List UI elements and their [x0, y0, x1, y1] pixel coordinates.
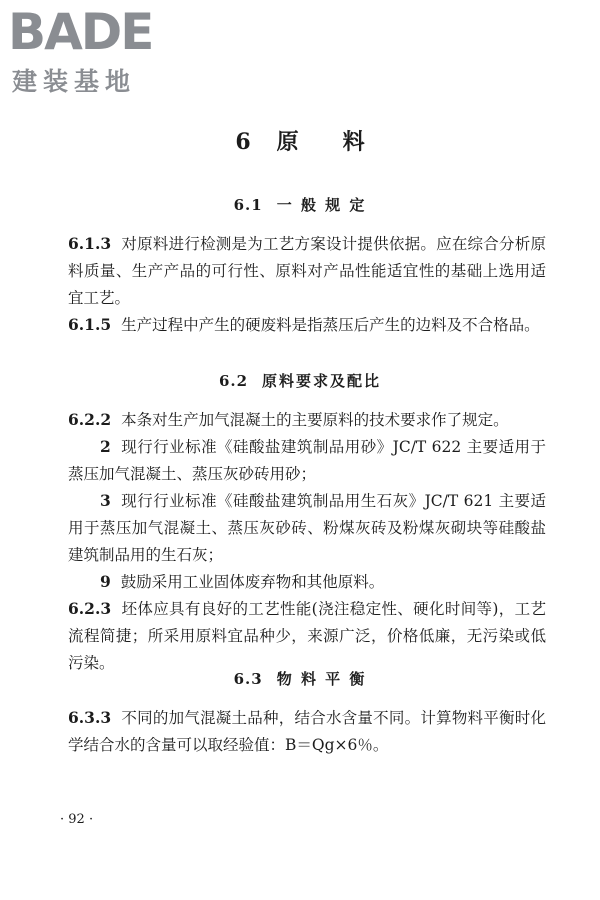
- section-title-6-3: [0, 668, 600, 689]
- clause-6-2-2-item-2: [68, 433, 546, 488]
- item-text: 鼓励采用工业固体废弃物和其他原料。: [120, 573, 385, 591]
- clause-label: 6.2.2: [68, 410, 112, 429]
- section-number: 6.3: [233, 670, 263, 688]
- clause-label: 6.1.5: [68, 315, 112, 334]
- item-text: 现行行业标准《硅酸盐建筑制品用砂》JC/T 622 主要适用于蒸压加气混凝土、蒸压灰砂砖用砂；: [68, 438, 546, 483]
- clause-6-2-2-item-3: [68, 487, 546, 569]
- logo-wordmark: BADE: [8, 3, 153, 61]
- clause-text: 坯体应具有良好的工艺性能(浇注稳定性、硬化时间等)，工艺流程简捷；所采用原料宜品种少，来源广泛，价格低廉，无污染或低污染。: [68, 600, 546, 672]
- item-label: 3: [100, 491, 111, 510]
- section-title-6-1: [0, 194, 600, 215]
- clause-label: 6.1.3: [68, 234, 112, 253]
- clause-text: 生产过程中产生的硬废料是指蒸压后产生的边料及不合格品。: [121, 316, 540, 334]
- clause-6-2-2-item-9: [68, 568, 546, 596]
- item-label: 9: [100, 572, 111, 591]
- bade-logo: [8, 3, 188, 96]
- section-heading: 原料要求及配比: [262, 372, 382, 390]
- clause-label: 6.3.3: [68, 708, 112, 727]
- clause-6-2-3: [68, 595, 546, 677]
- logo-subtitle: 建装基地: [12, 67, 137, 96]
- chapter-word-1: 原: [276, 129, 299, 155]
- clause-text: 对原料进行检测是为工艺方案设计提供依据。应在综合分析原料质量、生产产品的可行性、原料对产品性能适宜性的基础上选用适宜工艺。: [68, 235, 546, 307]
- section-number: 6.2: [218, 372, 249, 390]
- page-number: · 92 ·: [60, 812, 94, 827]
- clause-6-2-2: [68, 406, 546, 434]
- clause-label: 6.2.3: [68, 599, 112, 618]
- clause-6-1-5: [68, 311, 546, 339]
- chapter-number: 6: [235, 129, 251, 155]
- chapter-title: [0, 125, 600, 156]
- section-heading: 一 般 规 定: [276, 196, 367, 214]
- chapter-word-2: 料: [342, 129, 365, 155]
- item-text: 现行行业标准《硅酸盐建筑制品用生石灰》JC/T 621 主要适用于蒸压加气混凝土、蒸压灰砂砖、粉煤灰砖及粉煤灰砌块等硅酸盐建筑制品用的生石灰；: [68, 492, 546, 564]
- section-title-6-2: [0, 370, 600, 391]
- clause-6-3-3: [68, 704, 546, 759]
- clause-text: 本条对生产加气混凝土的主要原料的技术要求作了规定。: [121, 411, 509, 429]
- item-label: 2: [100, 437, 111, 456]
- clause-text: 不同的加气混凝土品种，结合水含量不同。计算物料平衡时化学结合水的含量可以取经验值：B＝Qg×6％。: [68, 709, 546, 754]
- section-number: 6.1: [233, 196, 263, 214]
- clause-6-1-3: [68, 230, 546, 312]
- section-heading: 物 料 平 衡: [276, 670, 367, 688]
